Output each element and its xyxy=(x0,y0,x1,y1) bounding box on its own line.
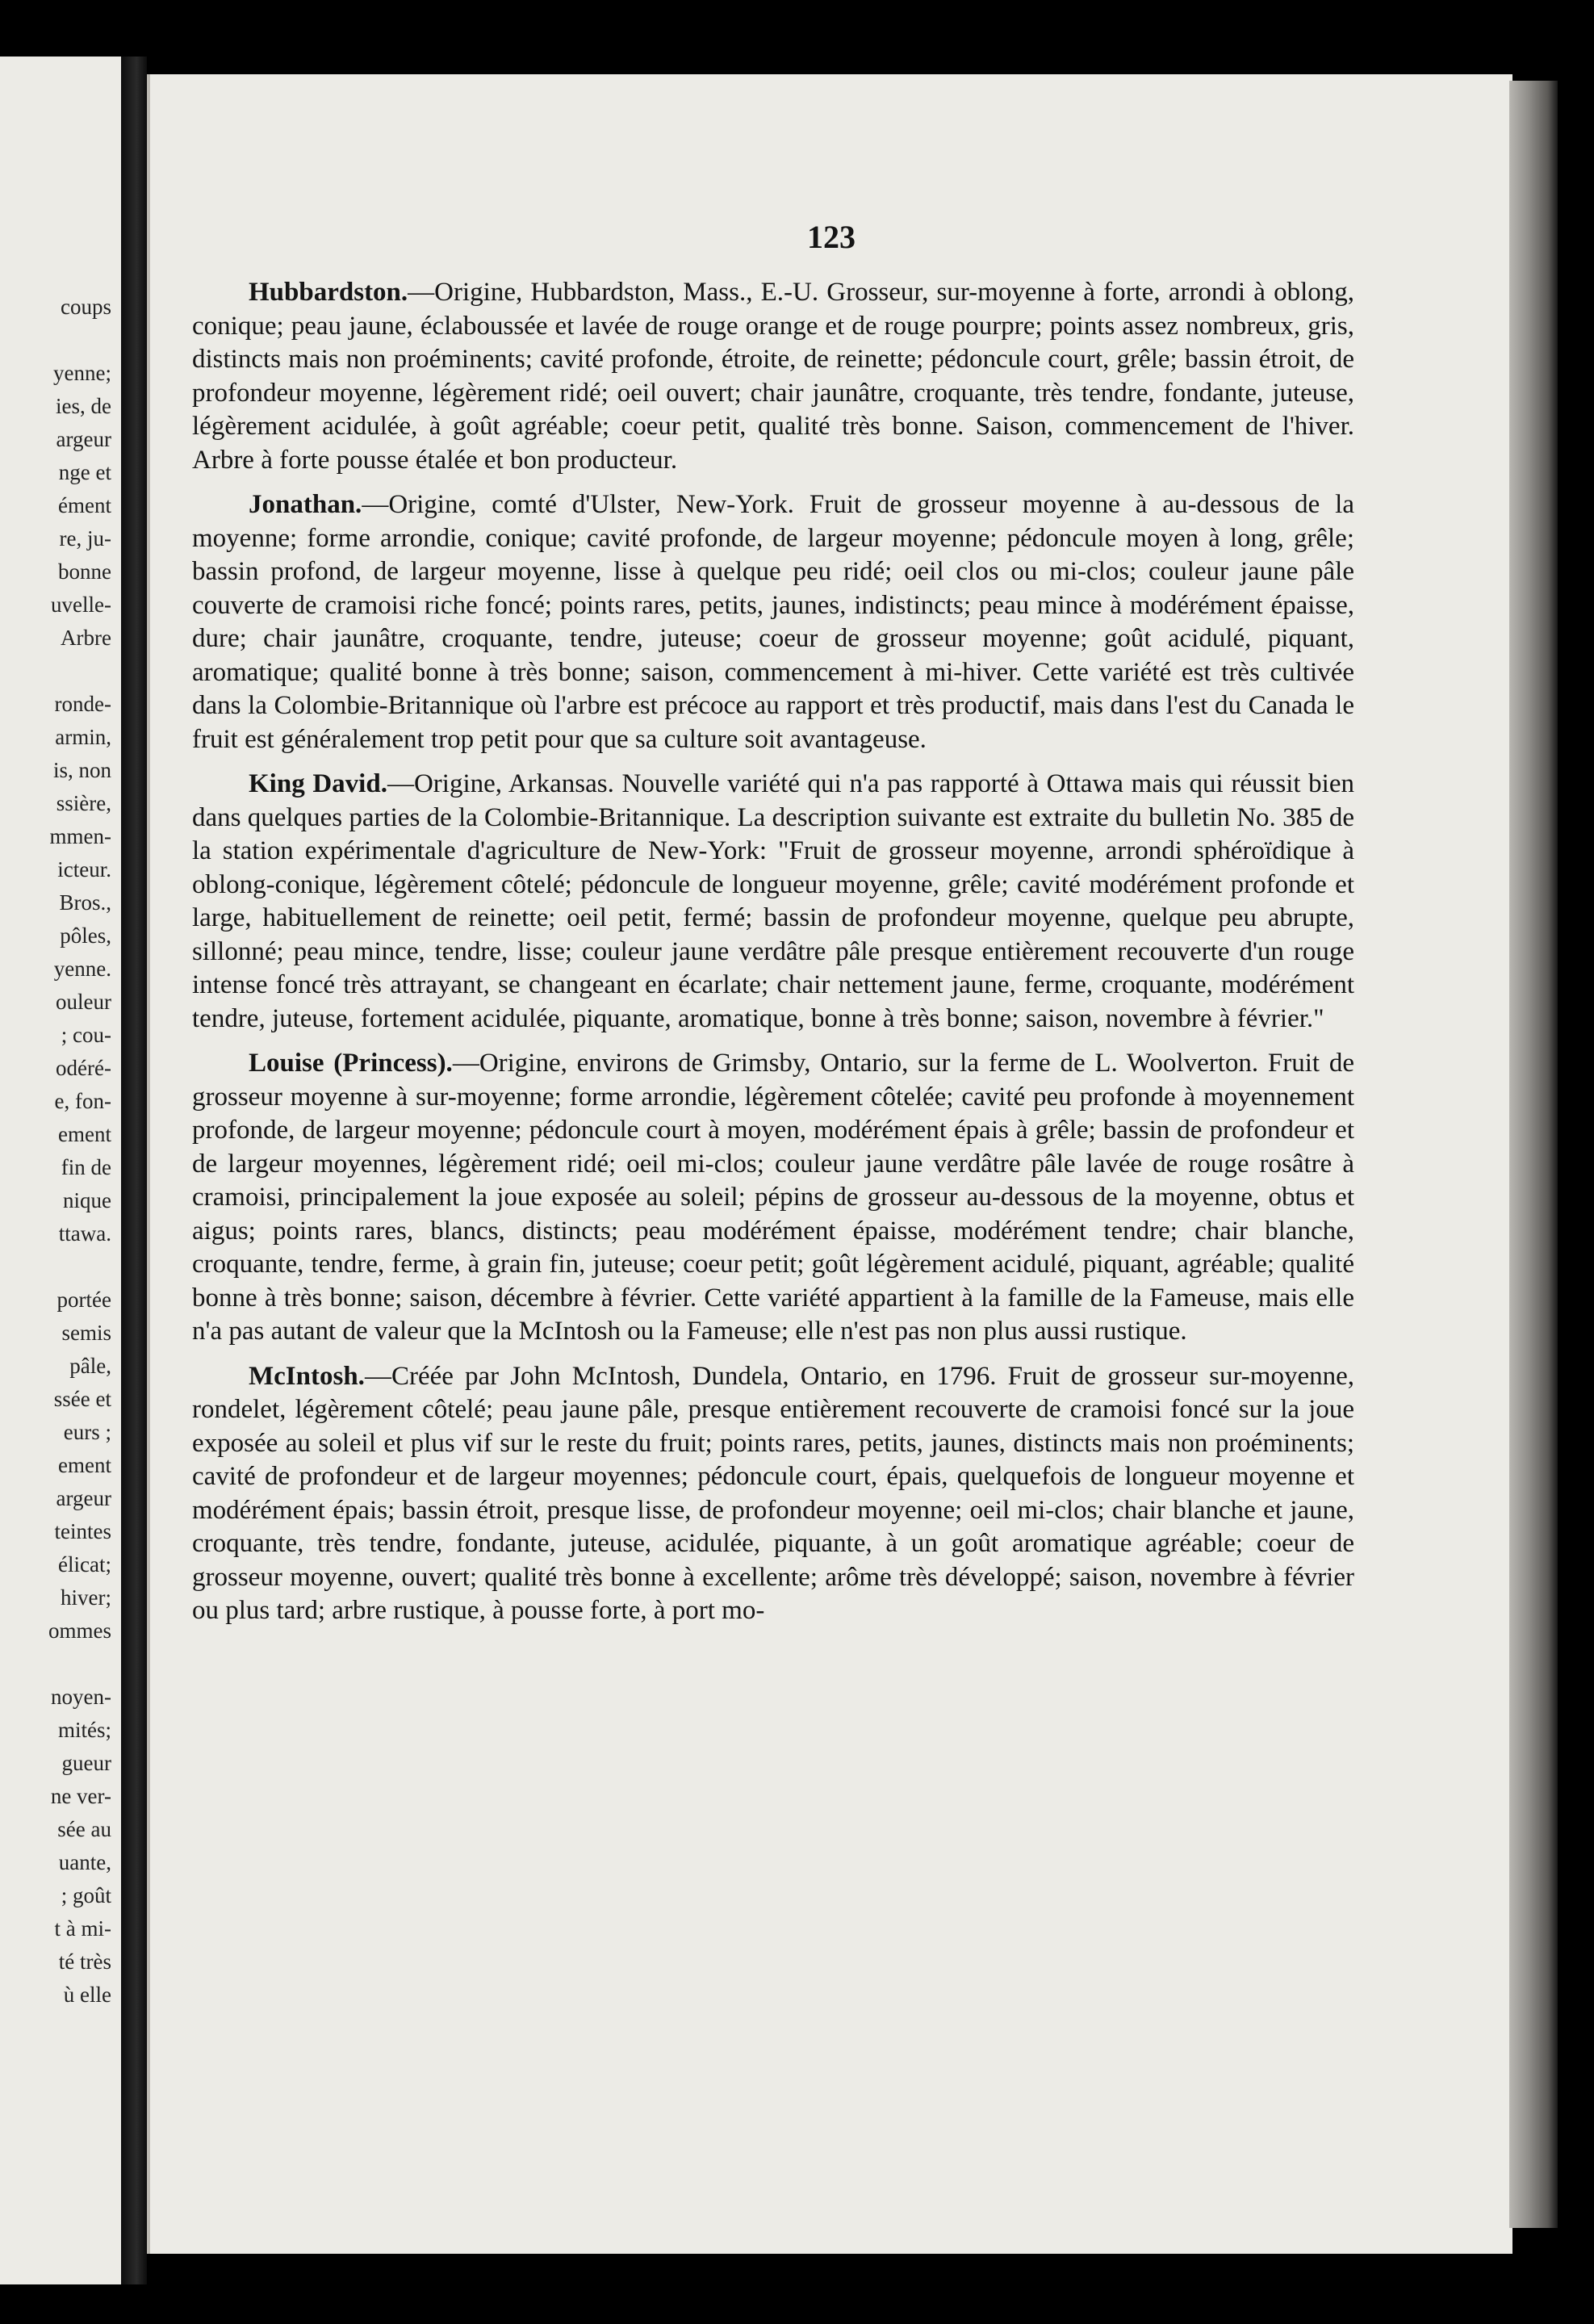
previous-page-line: uante, xyxy=(58,1850,111,1874)
previous-page-line: argeur xyxy=(56,427,111,451)
previous-page-line: armin, xyxy=(55,725,111,749)
entry-name: Jonathan. xyxy=(249,490,362,519)
previous-page-text xyxy=(48,291,111,2012)
previous-page-line: ; cou- xyxy=(61,1023,111,1047)
previous-page-line: ne ver- xyxy=(50,1784,111,1808)
entry-text: —Origine, comté d'Ulster, New-York. Fruit de grosseur moyenne à au-dessous de la moyenne; forme arrondie, conique; cavité profonde, de largeur moyenne; pédoncule moyen à long, grêle; bassin profond, de largeur moyenne, lisse à quelque peu ridé; oeil clos ou mi-clos; couleur jaune pâle couverte de cramoisi riche foncé; points rares, petits, jaunes, indistincts; peau mince à modérément épaisse, dure; chair jaunâtre, croquante, tendre, juteuse; coeur de grosseur moyenne; goût acidulé, piquant, aromatique; qualité bonne à très bonne; saison, commencement à mi-hiver. Cette variété est très cultivée dans la Colombie-Britannique où l'arbre est précoce au rapport et très productif, mais dans l'est du Canada le fruit est généralement trop petit pour que sa culture soit avantageuse. xyxy=(192,490,1354,754)
previous-page-line: mités; xyxy=(58,1718,111,1742)
previous-page-line xyxy=(48,655,111,688)
previous-page-line: Bros., xyxy=(59,890,111,915)
previous-page-line: ssée et xyxy=(53,1387,111,1411)
entry-king-david xyxy=(192,768,1354,1036)
previous-page-fragment xyxy=(0,57,121,2284)
previous-page-line: nge et xyxy=(58,460,111,484)
book-gutter xyxy=(121,57,147,2284)
previous-page-line xyxy=(48,1250,111,1283)
previous-page-line: ement xyxy=(58,1122,111,1146)
previous-page-line: élicat; xyxy=(58,1552,111,1577)
previous-page-line xyxy=(48,1648,111,1681)
previous-page-line: sée au xyxy=(57,1817,111,1841)
previous-page-line: pôles, xyxy=(60,923,111,948)
previous-page-line: is, non xyxy=(52,758,111,782)
previous-page-line: e, fon- xyxy=(54,1089,111,1113)
entry-text: —Origine, Arkansas. Nouvelle variété qui n'a pas rapporté à Ottawa mais qui réussit bien dans quelques parties de la Colombie-Britannique. La description suivante est extraite du bulletin No. 385 de la station expérimentale d'agriculture de New-York: "Fruit de grosseur moyenne, arrondi sphéroïdique à oblong-conique, légèrement côtelé; pédoncule de longueur moyenne, grêle; cavité modérément profonde et large, habituellement de reinette; oeil petit, fermé; bassin de profondeur moyenne, quelque peu abrupte, sillonné; peau mince, tendre, lisse; couleur jaune verdâtre pâle presque entièrement recouverte d'un rouge intense foncé très attrayant, se changeant en écarlate; chair nettement jaune, ferme, croquante, modérément tendre, juteuse, fortement acidulée, piquante, aromatique, bonne à très bonne; saison, novembre à février." xyxy=(192,769,1354,1033)
previous-page-line: ément xyxy=(58,493,111,517)
book-page xyxy=(147,74,1512,2254)
page-edge-shadow xyxy=(1509,81,1558,2228)
previous-page-line: nique xyxy=(63,1188,111,1212)
previous-page-line xyxy=(48,324,111,357)
entry-text: —Origine, Hubbardston, Mass., E.-U. Grosseur, sur-moyenne à forte, arrondi à oblong, conique; peau jaune, éclaboussée et lavée de rouge orange et de rouge pourpre; points assez nombreux, gris, distincts mais non proéminents; cavité profonde, étroite, de reinette; pédoncule court, grêle; bassin étroit, de profondeur moyenne, légèrement ridé; oeil ouvert; chair jaunâtre, croquante, très tendre, fondante, juteuse, légèrement acidulée, à goût agréable; coeur petit, qualité très bonne. Saison, commencement de l'hiver. Arbre à forte pousse étalée et bon producteur. xyxy=(192,278,1354,475)
entry-mcintosh xyxy=(192,1360,1354,1628)
previous-page-line: ssière, xyxy=(56,791,111,815)
previous-page-line: t à mi- xyxy=(54,1916,111,1941)
previous-page-line: mmen- xyxy=(49,824,111,848)
previous-page-line: eurs ; xyxy=(63,1420,111,1444)
entry-text: —Origine, environs de Grimsby, Ontario, sur la ferme de L. Woolverton. Fruit de grosseur moyenne à sur-moyenne; forme arrondie, légèrement côtelée; cavité peu profonde à moyennement profonde, de largeur moyenne; pédoncule court à moyen, modérément épais à grêle; bassin de profondeur et de largeur moyennes, légèrement ridé; oeil mi-clos; couleur jaune verdâtre pâle lavée de rouge rosâtre à cramoisi, principalement la joue exposée au soleil; pépins de grosseur au-dessous de la moyenne, obtus et aigus; points rares, blancs, distincts; peau modérément épaisse, modérément tendre; chair blanche, croquante, tendre, ferme, à grain fin, juteuse; coeur petit; goût légèrement acidulé, piquant, agréable; qualité bonne à très bonne; saison, décembre à février. Cette variété appartient à la famille de la Fameuse, mais elle n'a pas autant de valeur que la McIntosh ou la Fameuse; elle n'est pas non plus aussi rustique. xyxy=(192,1049,1354,1346)
entry-name: McIntosh. xyxy=(249,1361,365,1391)
previous-page-line: yenne; xyxy=(53,361,111,385)
entry-text: —Créée par John McIntosh, Dundela, Ontario, en 1796. Fruit de grosseur sur-moyenne, rondelet, légèrement côtelé; peau jaune pâle, presque entièrement recouverte de cramoisi foncé sur la joue exposée au soleil et plus vif sur le reste du fruit; points rares, petits, jaunes, distincts mais non proéminents; cavité de profondeur et de largeur moyennes; pédoncule court, épais, quelquefois de longueur moyenne et modérément épais; bassin étroit, presque lisse, de profondeur moyenne; oeil mi-clos; chair blanche et jaune, croquante, très tendre, fondante, juteuse, acidulée, piquante, à un goût aromatique agréable; coeur de grosseur moyenne, ouvert; qualité très bonne à excellente; arôme très développé; saison, novembre à février ou plus tard; arbre rustique, à pousse forte, à port mo- xyxy=(192,1361,1354,1625)
previous-page-line: ; goût xyxy=(61,1883,111,1907)
previous-page-line: ronde- xyxy=(54,692,111,716)
previous-page-line: ommes xyxy=(48,1618,111,1643)
previous-page-line: ement xyxy=(58,1453,111,1477)
previous-page-line: noyen- xyxy=(51,1685,111,1709)
previous-page-line: pâle, xyxy=(69,1354,111,1378)
previous-page-line: portée xyxy=(56,1288,111,1312)
entry-name: King David. xyxy=(249,769,387,798)
previous-page-line: té très xyxy=(58,1949,111,1974)
page-number: 123 xyxy=(807,219,856,255)
previous-page-line: coups xyxy=(61,295,111,319)
previous-page-line: gueur xyxy=(61,1751,111,1775)
previous-page-line: semis xyxy=(61,1321,111,1345)
previous-page-line: yenne. xyxy=(53,957,111,981)
previous-page-line: hiver; xyxy=(61,1585,111,1610)
previous-page-line: argeur xyxy=(56,1486,111,1510)
entry-name: Hubbardston. xyxy=(249,278,408,307)
previous-page-line: odéré- xyxy=(56,1056,111,1080)
page-body xyxy=(192,276,1354,1639)
previous-page-line: ù elle xyxy=(63,1983,111,2007)
previous-page-line: bonne xyxy=(58,559,111,584)
previous-page-line: teintes xyxy=(54,1519,111,1543)
previous-page-line: icteur. xyxy=(57,857,111,881)
previous-page-line: uvelle- xyxy=(51,593,111,617)
entry-jonathan xyxy=(192,488,1354,756)
entry-name: Louise (Princess). xyxy=(249,1049,453,1078)
previous-page-line: re, ju- xyxy=(59,526,111,551)
previous-page-line: ouleur xyxy=(56,990,111,1014)
previous-page-line: fin de xyxy=(61,1155,111,1179)
previous-page-line: ttawa. xyxy=(58,1221,111,1246)
entry-hubbardston xyxy=(192,276,1354,477)
previous-page-line: ies, de xyxy=(56,394,111,418)
entry-louise-princess xyxy=(192,1047,1354,1349)
previous-page-line: Arbre xyxy=(61,626,111,650)
